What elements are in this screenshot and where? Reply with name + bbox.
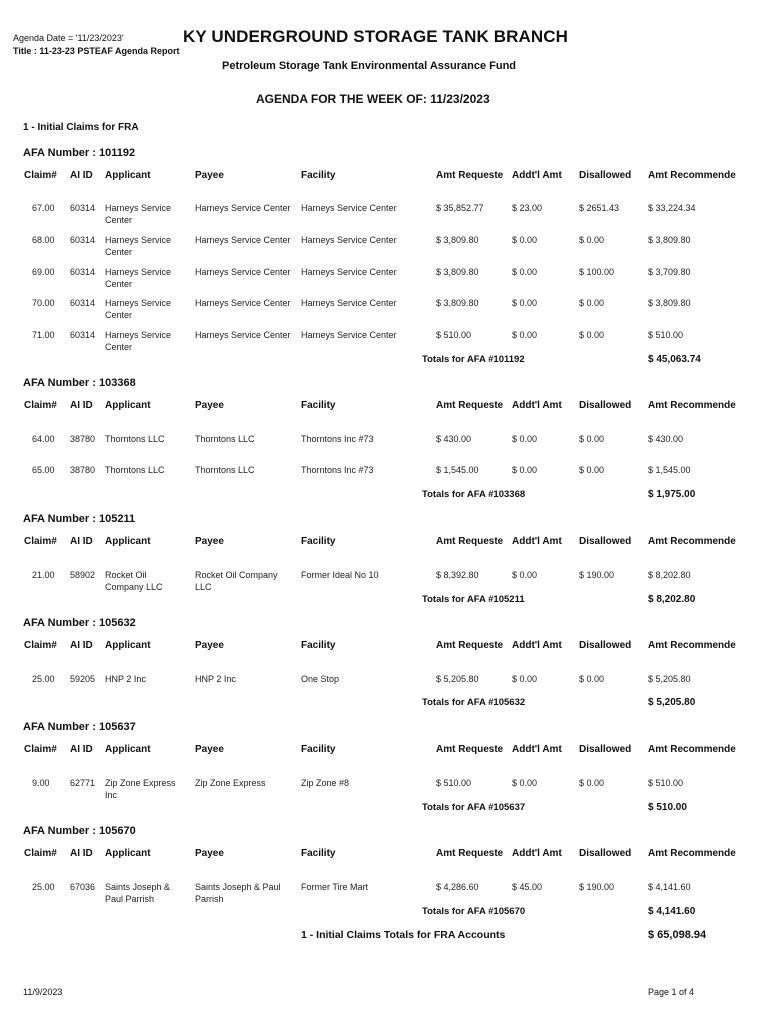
afa-total-value: $ 4,141.60 — [648, 906, 696, 917]
table-row-addtl-amt: $ 0.00 — [512, 570, 538, 580]
amt-requested-header: Amt Requeste — [436, 400, 504, 411]
table-row-claim-number: 70.00 — [32, 298, 55, 308]
table-row-payee: Harneys Service Center — [195, 267, 291, 277]
table-row-facility: Zip Zone #8 — [301, 778, 350, 788]
footer-date: 11/9/2023 — [23, 987, 63, 997]
applicant-header: Applicant — [105, 400, 151, 411]
table-row-payee: HNP 2 Inc — [195, 674, 236, 684]
claim-header: Claim# — [24, 536, 57, 547]
table-row-amt-recommended: $ 3,709.80 — [648, 267, 691, 277]
table-row-facility: Harneys Service Center — [301, 203, 397, 213]
table-row-claim-number: 9.00 — [32, 778, 50, 788]
applicant-header: Applicant — [105, 744, 151, 755]
table-row-ai-id: 38780 — [70, 465, 96, 475]
table-row-ai-id: 62771 — [70, 778, 96, 788]
table-row-applicant: Harneys Service Center — [105, 298, 172, 320]
amt-recommended-header: Amt Recommende — [648, 640, 736, 651]
afa-total-value: $ 510.00 — [648, 802, 687, 813]
table-row-disallowed: $ 2651.43 — [579, 203, 620, 213]
table-row-payee: Thorntons LLC — [195, 465, 255, 475]
afa-number-heading: AFA Number : 105637 — [23, 721, 136, 733]
table-row-ai-id: 58902 — [70, 570, 96, 580]
addtl-amt-header: Addt'l Amt — [512, 536, 562, 547]
table-row-disallowed: $ 0.00 — [579, 465, 605, 475]
table-row-applicant: Harneys Service Center — [105, 330, 172, 352]
amt-recommended-header: Amt Recommende — [648, 744, 736, 755]
payee-header: Payee — [195, 744, 224, 755]
table-row-applicant: Thorntons LLC — [105, 465, 165, 475]
claim-header: Claim# — [24, 400, 57, 411]
afa-total-label: Totals for AFA #103368 — [422, 489, 526, 500]
table-row-amt-recommended: $ 430.00 — [648, 434, 684, 444]
facility-header: Facility — [301, 400, 336, 411]
applicant-header: Applicant — [105, 170, 151, 181]
table-row-claim-number: 21.00 — [32, 570, 55, 580]
afa-number-heading: AFA Number : 103368 — [23, 377, 136, 389]
amt-requested-header: Amt Requeste — [436, 744, 504, 755]
addtl-amt-header: Addt'l Amt — [512, 848, 562, 859]
ai-id-header: AI ID — [70, 536, 93, 547]
applicant-header: Applicant — [105, 640, 151, 651]
table-row-amt-recommended: $ 3,809.80 — [648, 298, 691, 308]
table-row-addtl-amt: $ 23.00 — [512, 203, 543, 213]
afa-total-label: Totals for AFA #105637 — [422, 802, 526, 813]
payee-header: Payee — [195, 170, 224, 181]
table-row-applicant: Saints Joseph & Paul Parrish — [105, 882, 171, 904]
afa-number-heading: AFA Number : 101192 — [23, 147, 136, 159]
table-row-addtl-amt: $ 0.00 — [512, 330, 538, 340]
amt-recommended-header: Amt Recommende — [648, 400, 736, 411]
table-row-disallowed: $ 190.00 — [579, 570, 615, 580]
amt-recommended-header: Amt Recommende — [648, 536, 736, 547]
table-row-amt-recommended: $ 3,809.80 — [648, 235, 691, 245]
table-row-addtl-amt: $ 0.00 — [512, 267, 538, 277]
payee-header: Payee — [195, 848, 224, 859]
addtl-amt-header: Addt'l Amt — [512, 744, 562, 755]
payee-header: Payee — [195, 400, 224, 411]
page-title: KY UNDERGROUND STORAGE TANK BRANCH — [183, 27, 568, 46]
table-row-payee: Zip Zone Express — [195, 778, 266, 788]
table-row-claim-number: 25.00 — [32, 882, 55, 892]
table-row-ai-id: 67036 — [70, 882, 96, 892]
table-row-claim-number: 25.00 — [32, 674, 55, 684]
grand-total-value: $ 65,098.94 — [648, 929, 707, 941]
table-row-facility: One Stop — [301, 674, 340, 684]
table-row-disallowed: $ 190.00 — [579, 882, 615, 892]
table-row-amt-recommended: $ 33,224.34 — [648, 203, 696, 213]
table-row-ai-id: 60314 — [70, 267, 96, 277]
amt-requested-header: Amt Requeste — [436, 170, 504, 181]
table-row-claim-number: 67.00 — [32, 203, 55, 213]
table-row-applicant: Harneys Service Center — [105, 203, 172, 225]
table-row-addtl-amt: $ 0.00 — [512, 778, 538, 788]
afa-number-heading: AFA Number : 105670 — [23, 825, 136, 837]
table-row-ai-id: 60314 — [70, 235, 96, 245]
table-row-facility: Former Ideal No 10 — [301, 570, 379, 580]
agenda-week: AGENDA FOR THE WEEK OF: 11/23/2023 — [256, 92, 490, 106]
table-row-disallowed: $ 0.00 — [579, 235, 605, 245]
table-row-disallowed: $ 0.00 — [579, 778, 605, 788]
table-row-ai-id: 60314 — [70, 298, 96, 308]
claim-header: Claim# — [24, 744, 57, 755]
table-row-facility: Thorntons Inc #73 — [301, 434, 374, 444]
table-row-disallowed: $ 100.00 — [579, 267, 615, 277]
afa-total-value: $ 45,063.74 — [648, 354, 701, 365]
table-row-claim-number: 65.00 — [32, 465, 55, 475]
amt-recommended-header: Amt Recommende — [648, 170, 736, 181]
grand-total-label: 1 - Initial Claims Totals for FRA Accounts — [301, 929, 506, 941]
table-row-ai-id: 59205 — [70, 674, 96, 684]
table-row-amt-requested: $ 430.00 — [436, 434, 472, 444]
table-row-facility: Harneys Service Center — [301, 298, 397, 308]
afa-total-value: $ 8,202.80 — [648, 594, 696, 605]
facility-header: Facility — [301, 536, 336, 547]
table-row-amt-requested: $ 4,286.60 — [436, 882, 479, 892]
disallowed-header: Disallowed — [579, 640, 632, 651]
table-row-amt-recommended: $ 5,205.80 — [648, 674, 691, 684]
table-row-amt-recommended: $ 4,141.60 — [648, 882, 691, 892]
payee-header: Payee — [195, 640, 224, 651]
table-row-payee: Harneys Service Center — [195, 235, 291, 245]
table-row-amt-requested: $ 1,545.00 — [436, 465, 479, 475]
table-row-amt-requested: $ 8,392.80 — [436, 570, 479, 580]
afa-number-heading: AFA Number : 105632 — [23, 617, 136, 629]
ai-id-header: AI ID — [70, 400, 93, 411]
claim-header: Claim# — [24, 640, 57, 651]
table-row-amt-recommended: $ 1,545.00 — [648, 465, 691, 475]
table-row-payee: Harneys Service Center — [195, 330, 291, 340]
table-row-facility: Former Tire Mart — [301, 882, 369, 892]
table-row-applicant: Harneys Service Center — [105, 267, 172, 289]
table-row-applicant: Thorntons LLC — [105, 434, 165, 444]
table-row-facility: Harneys Service Center — [301, 330, 397, 340]
table-row-facility: Harneys Service Center — [301, 235, 397, 245]
table-row-disallowed: $ 0.00 — [579, 434, 605, 444]
table-row-disallowed: $ 0.00 — [579, 674, 605, 684]
table-row-claim-number: 71.00 — [32, 330, 55, 340]
table-row-applicant: Zip Zone Express Inc — [105, 778, 176, 800]
amt-requested-header: Amt Requeste — [436, 848, 504, 859]
facility-header: Facility — [301, 640, 336, 651]
afa-total-label: Totals for AFA #101192 — [422, 354, 525, 365]
table-row-amt-requested: $ 3,809.80 — [436, 235, 479, 245]
disallowed-header: Disallowed — [579, 400, 632, 411]
table-row-ai-id: 60314 — [70, 330, 96, 340]
table-row-applicant: HNP 2 Inc — [105, 674, 146, 684]
payee-header: Payee — [195, 536, 224, 547]
table-row-amt-recommended: $ 510.00 — [648, 778, 684, 788]
table-row-addtl-amt: $ 45.00 — [512, 882, 543, 892]
table-row-amt-requested: $ 510.00 — [436, 778, 472, 788]
table-row-facility: Harneys Service Center — [301, 267, 397, 277]
afa-total-label: Totals for AFA #105211 — [422, 594, 525, 605]
ai-id-header: AI ID — [70, 848, 93, 859]
afa-number-heading: AFA Number : 105211 — [23, 513, 136, 525]
disallowed-header: Disallowed — [579, 744, 632, 755]
table-row-addtl-amt: $ 0.00 — [512, 674, 538, 684]
table-row-payee: Thorntons LLC — [195, 434, 255, 444]
facility-header: Facility — [301, 744, 336, 755]
applicant-header: Applicant — [105, 536, 151, 547]
table-row-payee: Harneys Service Center — [195, 298, 291, 308]
table-row-payee: Harneys Service Center — [195, 203, 291, 213]
table-row-amt-requested: $ 3,809.80 — [436, 298, 479, 308]
table-row-claim-number: 64.00 — [32, 434, 55, 444]
ai-id-header: AI ID — [70, 170, 93, 181]
ai-id-header: AI ID — [70, 640, 93, 651]
table-row-facility: Thorntons Inc #73 — [301, 465, 374, 475]
table-row-addtl-amt: $ 0.00 — [512, 235, 538, 245]
table-row-addtl-amt: $ 0.00 — [512, 465, 538, 475]
agenda-date: Agenda Date = '11/23/2023' — [13, 33, 124, 43]
footer-page-number: Page 1 of 4 — [648, 987, 695, 997]
amt-requested-header: Amt Requeste — [436, 640, 504, 651]
addtl-amt-header: Addt'l Amt — [512, 400, 562, 411]
afa-total-value: $ 5,205.80 — [648, 697, 696, 708]
table-row-payee: Saints Joseph & Paul Parrish — [195, 882, 281, 904]
table-row-ai-id: 60314 — [70, 203, 96, 213]
ai-id-header: AI ID — [70, 744, 93, 755]
table-row-claim-number: 69.00 — [32, 267, 55, 277]
disallowed-header: Disallowed — [579, 848, 632, 859]
table-row-ai-id: 38780 — [70, 434, 96, 444]
table-row-amt-recommended: $ 510.00 — [648, 330, 684, 340]
disallowed-header: Disallowed — [579, 536, 632, 547]
table-row-payee: Rocket Oil Company LLC — [195, 570, 278, 592]
afa-total-value: $ 1,975.00 — [648, 489, 696, 500]
table-row-amt-requested: $ 5,205.80 — [436, 674, 479, 684]
report-title-line: Title : 11-23-23 PSTEAF Agenda Report — [13, 46, 180, 56]
table-row-addtl-amt: $ 0.00 — [512, 434, 538, 444]
table-row-amt-requested: $ 510.00 — [436, 330, 472, 340]
disallowed-header: Disallowed — [579, 170, 632, 181]
addtl-amt-header: Addt'l Amt — [512, 170, 562, 181]
table-row-amt-requested: $ 3,809.80 — [436, 267, 479, 277]
table-row-applicant: Rocket Oil Company LLC — [105, 570, 163, 592]
page-subtitle: Petroleum Storage Tank Environmental Assurance Fund — [222, 60, 517, 72]
afa-total-label: Totals for AFA #105670 — [422, 906, 526, 917]
afa-total-label: Totals for AFA #105632 — [422, 697, 526, 708]
amt-requested-header: Amt Requeste — [436, 536, 504, 547]
claim-header: Claim# — [24, 170, 57, 181]
table-row-applicant: Harneys Service Center — [105, 235, 172, 257]
addtl-amt-header: Addt'l Amt — [512, 640, 562, 651]
claim-header: Claim# — [24, 848, 57, 859]
facility-header: Facility — [301, 170, 336, 181]
facility-header: Facility — [301, 848, 336, 859]
amt-recommended-header: Amt Recommende — [648, 848, 736, 859]
table-row-disallowed: $ 0.00 — [579, 298, 605, 308]
applicant-header: Applicant — [105, 848, 151, 859]
table-row-addtl-amt: $ 0.00 — [512, 298, 538, 308]
section-title: 1 - Initial Claims for FRA — [23, 122, 139, 133]
table-row-claim-number: 68.00 — [32, 235, 55, 245]
table-row-amt-recommended: $ 8,202.80 — [648, 570, 691, 580]
table-row-disallowed: $ 0.00 — [579, 330, 605, 340]
table-row-amt-requested: $ 35,852.77 — [436, 203, 484, 213]
